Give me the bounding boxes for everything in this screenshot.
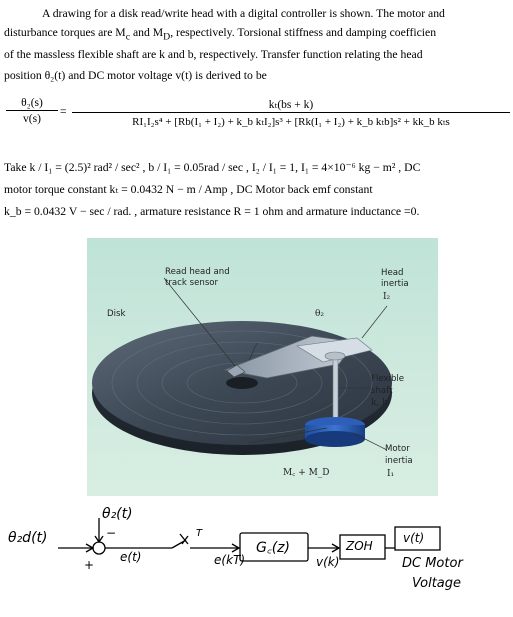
equation-lhs (6, 97, 58, 125)
label-voltage: Voltage (412, 576, 462, 591)
label-flexible-1: Flexible (371, 374, 405, 384)
equation-lhs-denominator: v(s) (23, 113, 41, 125)
label-theta2t: θ₂(t) (102, 506, 133, 522)
given-line-1: Take k / I₁ = (2.5)² rad² / sec² , b / I₁ = 0.05rad / sec , I₂ / I₁ = 1, I₁ = 4×10⁻⁶ kg − m² , DC (4, 161, 421, 174)
intro-line-2-start: disturbance torques are M (4, 26, 126, 39)
intro-line-4: position θ₂(t) and DC motor voltage v(t) is derived to be (4, 69, 267, 82)
given-line-3: k_b = 0.0432 V − sec / rad. , armature resistance R = 1 ohm and armature inductance =0. (4, 205, 420, 218)
label-motor-2: inertia (385, 456, 413, 466)
disk-drive-drawing (87, 238, 438, 496)
label-dc-motor: DC Motor (402, 556, 463, 571)
label-vt-block: v(t) (403, 531, 425, 545)
label-sample-period: T (196, 528, 203, 539)
intro-line-2-sub-d: D (163, 31, 171, 43)
label-head-inertia-1: Head (381, 268, 404, 278)
intro-line-1: A drawing for a disk read/write head with a digital controller is shown. The motor and (42, 7, 445, 20)
label-et: e(t) (120, 550, 142, 564)
label-disk: Disk (107, 309, 126, 319)
label-motor-3: I₁ (387, 469, 395, 479)
label-flexible-3: k, b (371, 398, 388, 408)
equation-lhs-numerator: θ₂(s) (6, 97, 58, 111)
label-head-inertia-2: inertia (381, 279, 409, 289)
label-vk: v(k) (316, 555, 340, 569)
label-gc-block: G꜀(z) (256, 540, 290, 556)
intro-line-2-sub-c: c (125, 31, 131, 43)
label-flexible-2: shaft (371, 386, 393, 396)
intro-line-2-mid: and M (130, 26, 164, 39)
intro-line-2 (4, 23, 512, 47)
label-read-head-1: Read head and (165, 267, 230, 277)
label-torques: M꜀ + M_D (283, 468, 330, 478)
equation-equals: = (60, 106, 67, 118)
intro-line-2-end: , respectively. Torsional stiffness and damping coefficien (170, 26, 437, 39)
label-theta2d: θ₂d(t) (8, 530, 48, 546)
equation-rhs-numerator: kₜ(bs + k) (72, 97, 510, 113)
intro-line-3: of the massless flexible shaft are k and b, respectively. Transfer function relating the head (4, 48, 423, 61)
label-ekt: e(kT) (214, 553, 246, 567)
transfer-function-equation (4, 97, 509, 139)
given-line-2: motor torque constant kₜ = 0.0432 N − m / Amp , DC Motor back emf constant (4, 183, 373, 196)
label-motor-1: Motor (385, 444, 410, 454)
label-theta2: θ₂ (315, 309, 325, 319)
equation-rhs (72, 97, 510, 128)
label-minus: − (106, 526, 117, 540)
label-plus: + (84, 558, 95, 572)
disk-drive-figure (87, 238, 438, 496)
label-zoh-block: ZOH (346, 539, 373, 553)
label-read-head-2: track sensor (165, 278, 219, 288)
label-theta1: θ₁ (295, 441, 305, 451)
handwritten-block-diagram (0, 500, 513, 613)
equation-rhs-denominator: RI₁I₂s⁴ + [Rb(I₁ + I₂) + k_b kₜI₂]s³ + [Rk(I₁ + I₂) + k_b kₜb]s² + kk_b kₜs (132, 116, 450, 128)
label-head-inertia-3: I₂ (383, 292, 391, 302)
